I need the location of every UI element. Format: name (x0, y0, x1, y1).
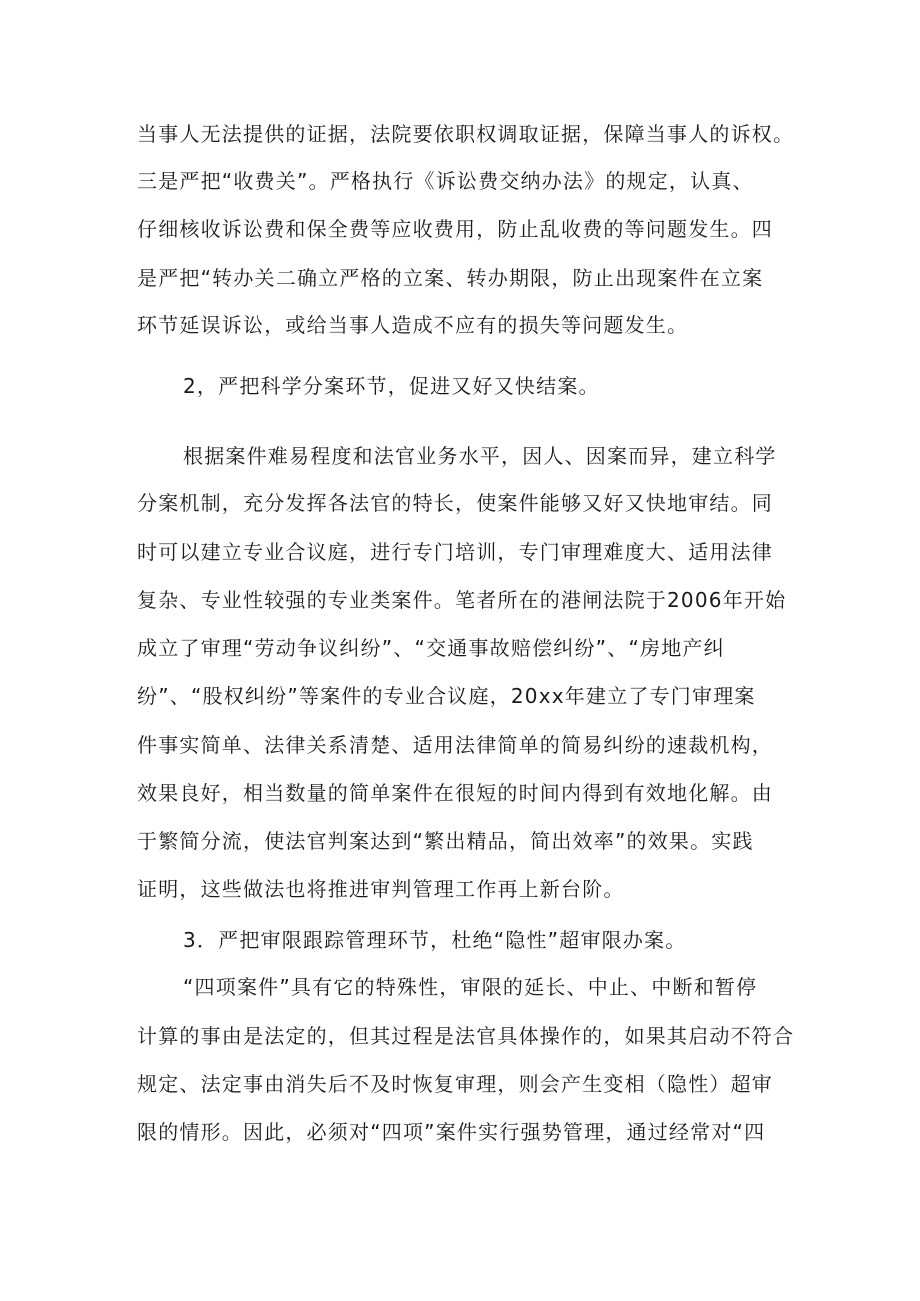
paragraph-1-line-5: 环节延误诉讼，或给当事人造成不应有的损失等问题发生。 (137, 313, 689, 337)
paragraph-3-line-2: 计算的事由是法定的，但其过程是法官具体操作的，如果其启动不符合 (137, 1024, 795, 1048)
paragraph-1-line-3: 仔细核收诉讼费和保全费等应收费用，防止乱收费的等问题发生。四 (137, 217, 773, 241)
paragraph-1-line-4: 是严把“转办关二确立严格的立案、转办期限，防止出现案件在立案 (137, 266, 764, 290)
paragraph-2-line-8: 效果良好，相当数量的简单案件在很短的时间内得到有效地化解。由 (137, 781, 773, 805)
heading-2: 2，严把科学分案环节，促进又好又快结案。 (183, 374, 600, 398)
paragraph-2-line-5: 成立了审理“劳动争议纠纷”、“交通事故赔偿纠纷”、“房地产纠 (137, 636, 725, 660)
paragraph-2-line-1: 根据案件难易程度和法官业务水平，因人、因案而异，建立科学 (183, 444, 777, 468)
paragraph-1-line-2: 三是严把“收费关”。严格执行《诉讼费交纳办法》的规定，认真、 (137, 169, 754, 193)
paragraph-3-line-1: “四项案件”具有它的特殊性，审限的延长、中止、中断和暂停 (183, 975, 758, 999)
paragraph-2-line-9: 于繁简分流，使法官判案达到“繁出精品，简出效率”的效果。实践 (137, 829, 754, 853)
paragraph-2-line-3: 时可以建立专业合议庭，进行专门培训，专门审理难度大、适用法律 (137, 540, 773, 564)
heading-3: 3．严把审限跟踪管理环节，杜绝“隐性”超审限办案。 (183, 928, 687, 952)
paragraph-2-line-4: 复杂、专业性较强的专业类案件。笔者所在的港闸法院于2006年开始 (137, 588, 787, 612)
paragraph-3-line-4: 限的情形。因此，必须对“四项”案件实行强势管理，通过经常对“四 (137, 1120, 766, 1144)
paragraph-2-line-10: 证明，这些做法也将推进审判管理工作再上新台阶。 (137, 877, 625, 901)
paragraph-2-line-2: 分案机制，充分发挥各法官的特长，使案件能够又好又快地审结。同 (137, 491, 773, 515)
paragraph-2-line-7: 件事实简单、法律关系清楚、适用法律简单的简易纠纷的速裁机构， (137, 733, 773, 757)
paragraph-3-line-3: 规定、法定事由消失后不及时恢复审理，则会产生变相（隐性）超审 (137, 1072, 773, 1096)
paragraph-2-line-6: 纷”、“股权纠纷”等案件的专业合议庭，20xx年建立了专门审理案 (137, 684, 756, 708)
paragraph-1-line-1: 当事人无法提供的证据，法院要依职权调取证据，保障当事人的诉权。 (137, 122, 795, 146)
